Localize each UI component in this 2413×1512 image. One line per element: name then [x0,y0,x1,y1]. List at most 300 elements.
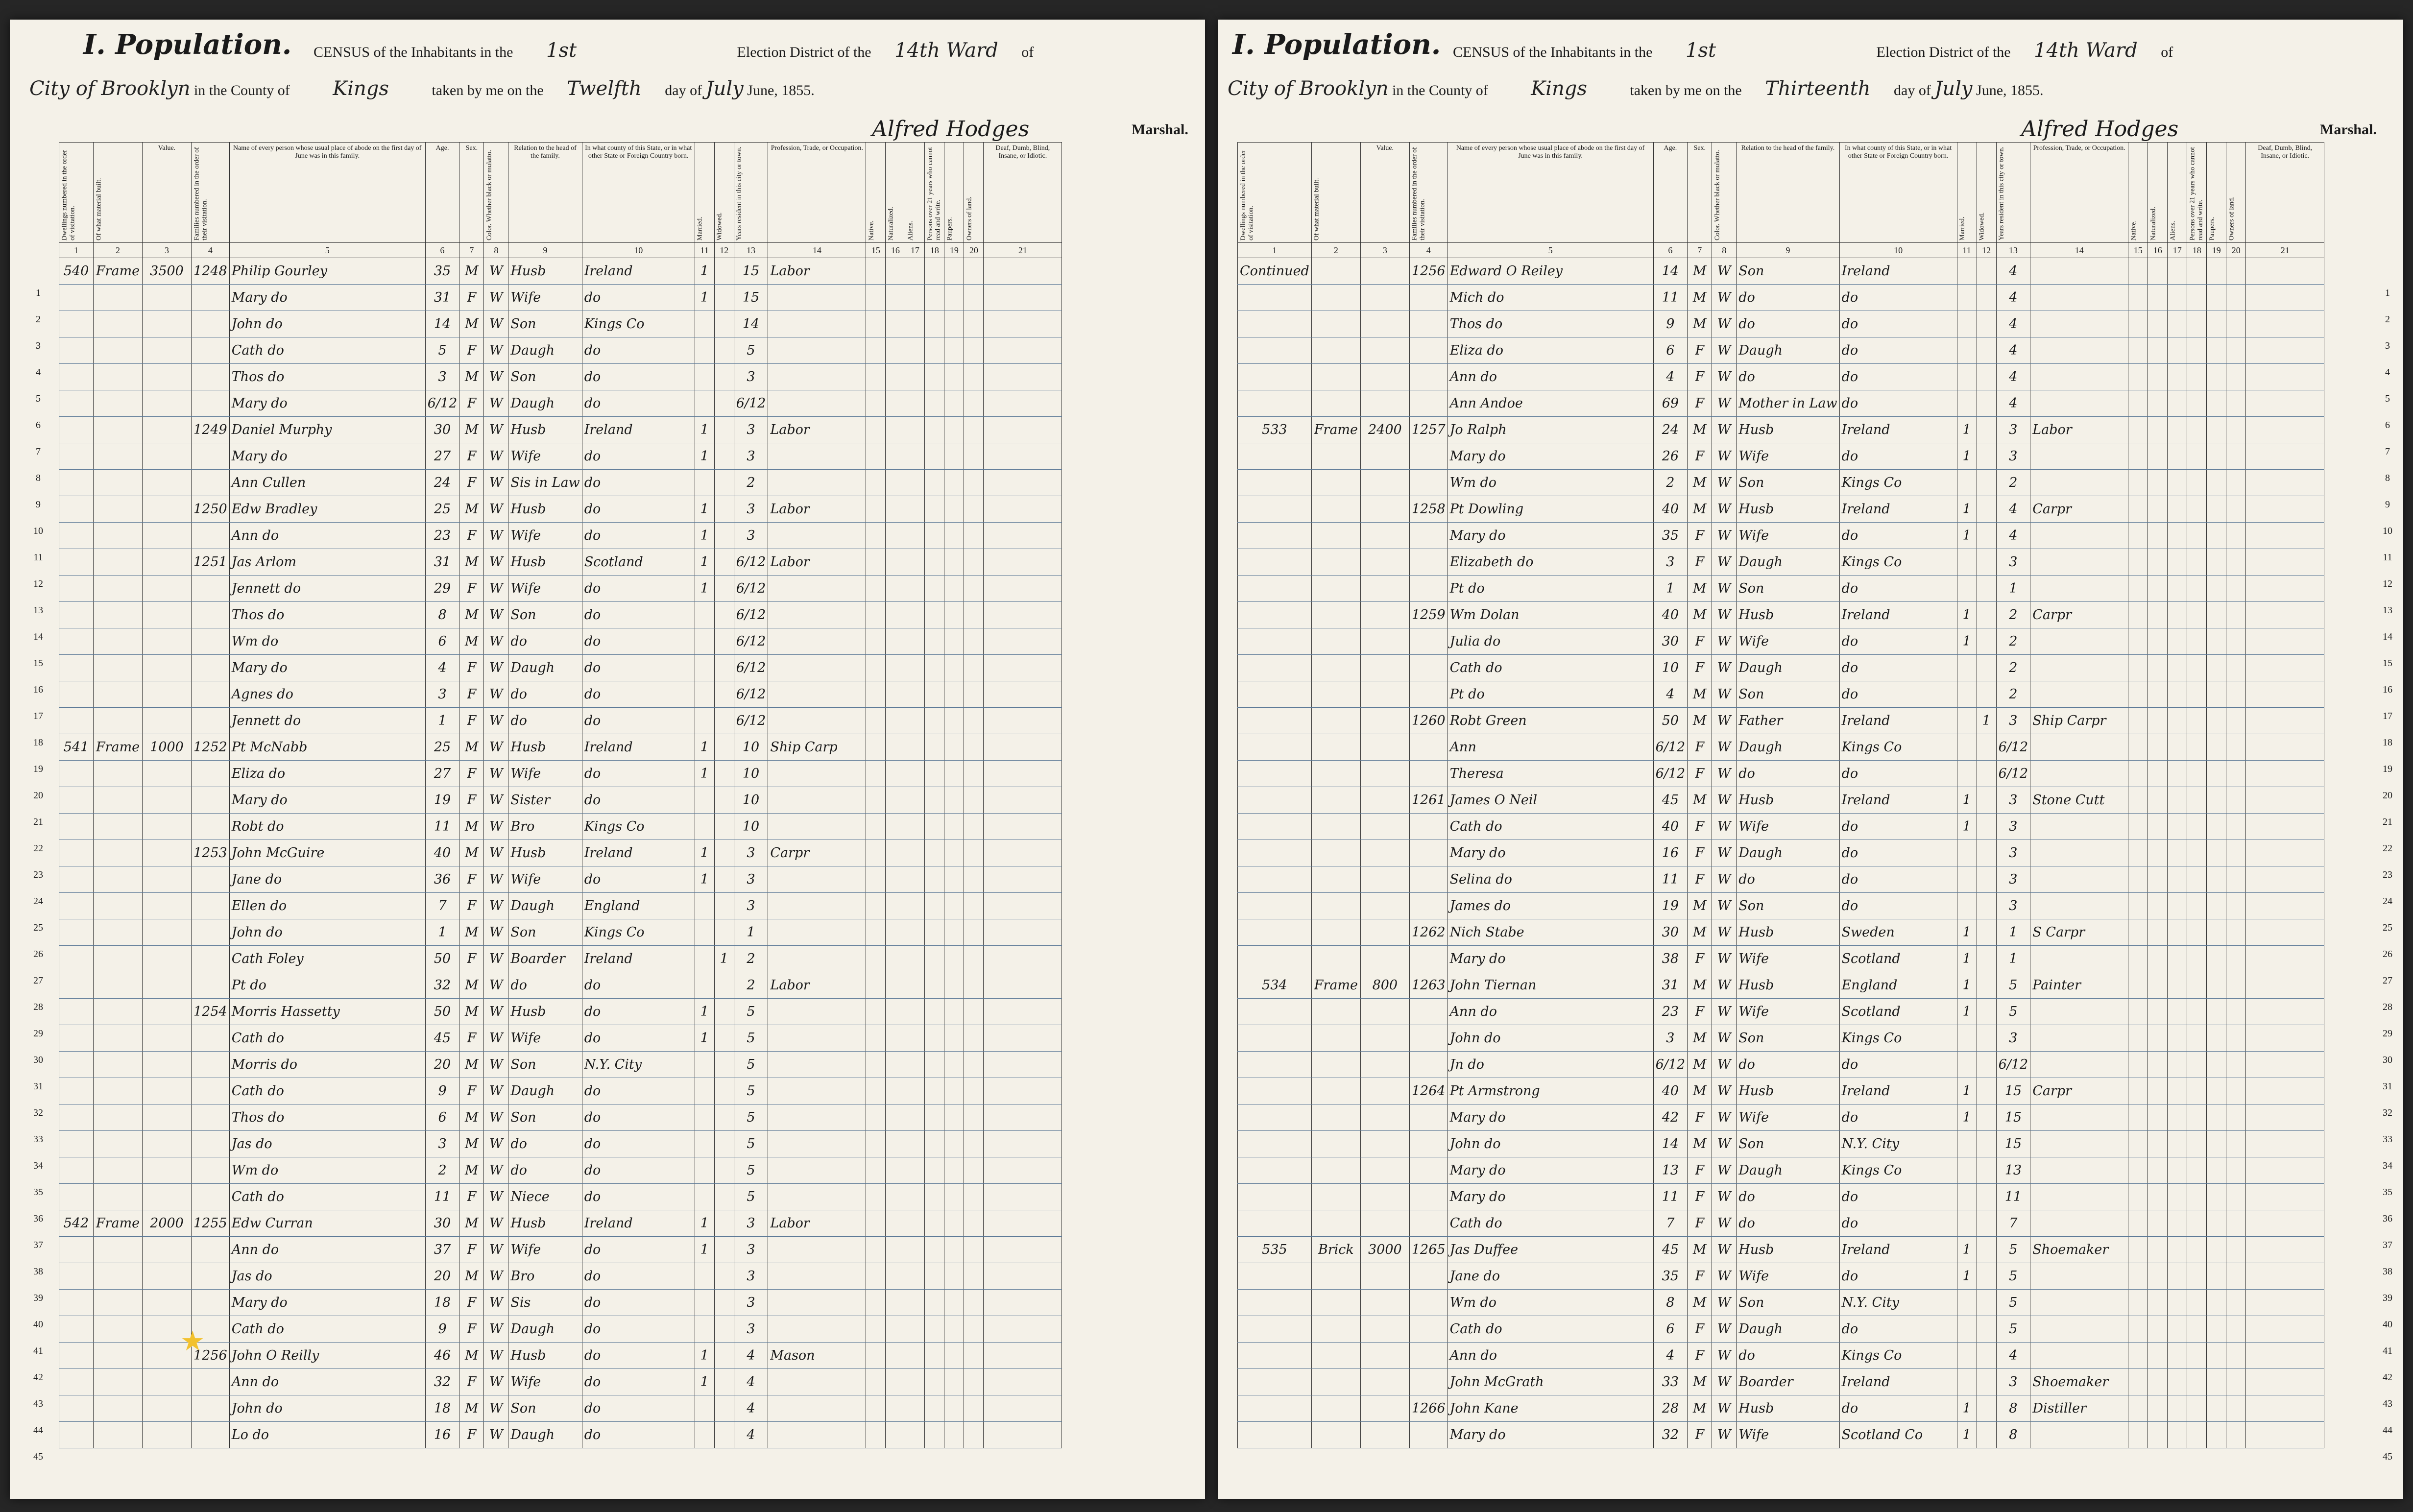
table-cell: F [1688,390,1712,417]
table-cell [2207,734,2226,761]
row-number: 11 [2383,552,2392,563]
table-cell: Ireland [1839,417,1957,443]
table-cell: 4 [425,655,459,681]
table-cell: 8 [1996,1395,2030,1422]
table-cell [2148,1131,2168,1157]
table-cell: 8 [1653,1290,1688,1316]
table-cell: Kings Co [1839,734,1957,761]
table-cell: Son [1737,893,1839,919]
table-cell: Mother in Law [1737,390,1839,417]
table-cell: W [484,470,508,496]
table-cell: W [1712,708,1737,734]
table-cell [866,628,886,655]
table-cell [925,893,944,919]
marshal-signature: Alfred Hodges [2021,117,2179,142]
row-number: 45 [33,1451,43,1462]
column-header: Persons over 21 years who cannot read and write. [925,143,944,243]
table-cell [1238,576,1312,602]
left-census-table-wrap [59,142,1062,1448]
table-cell: Cath do [1448,655,1653,681]
header-row [1238,143,2324,243]
table-cell [1360,919,1409,946]
table-cell: W [484,258,508,285]
column-number: 10 [582,243,695,258]
table-cell [2207,708,2226,734]
table-cell: Son [508,919,582,946]
table-cell [1311,1210,1360,1237]
table-cell [2030,1157,2128,1184]
table-cell [905,1263,925,1290]
table-cell [143,523,192,549]
table-cell [1409,1052,1448,1078]
table-cell [2128,866,2148,893]
marshal-label: Marshal. [2320,121,2377,138]
table-cell [768,1104,866,1131]
table-cell: 6/12 [1996,1052,2030,1078]
table-cell [143,946,192,972]
table-cell [1360,576,1409,602]
table-cell [1409,655,1448,681]
table-cell: M [459,311,484,337]
row-number: 34 [2383,1160,2392,1171]
column-header: Of what material built. [1311,143,1360,243]
table-cell [1238,681,1312,708]
table-cell [2168,787,2187,814]
table-cell [2226,1025,2246,1052]
table-cell [714,999,734,1025]
table-cell: F [1688,814,1712,840]
table-cell [59,364,94,390]
table-cell [192,866,230,893]
table-cell [695,628,714,655]
row-number: 28 [2383,1002,2392,1012]
table-cell [2128,1131,2148,1157]
table-cell: do [582,523,695,549]
table-cell [1311,1343,1360,1369]
table-cell [1311,549,1360,576]
table-cell [2246,1210,2324,1237]
table-cell [1977,1422,1996,1448]
table-cell [192,919,230,946]
table-cell: 1000 [143,734,192,761]
table-cell: 24 [1653,417,1688,443]
table-cell: 3 [1996,1025,2030,1052]
table-cell: Wife [1737,946,1839,972]
table-cell [2148,1104,2168,1131]
table-row [59,1369,1062,1395]
table-cell [2168,1290,2187,1316]
row-number: 20 [2383,790,2392,801]
table-cell: 31 [425,549,459,576]
table-cell: W [1712,337,1737,364]
table-cell [866,1131,886,1157]
table-cell: Cath do [229,1078,425,1104]
column-header: Profession, Trade, or Occupation. [2030,143,2128,243]
table-cell [94,549,143,576]
column-header: Color. Whether black or mulatto. [484,143,508,243]
table-cell [925,1237,944,1263]
right-table-body [1238,258,2324,1448]
column-number: 13 [734,243,768,258]
table-cell [984,258,1062,285]
table-cell: Jas do [229,1131,425,1157]
table-cell [1311,628,1360,655]
table-cell: Son [508,1104,582,1131]
table-cell [1311,390,1360,417]
table-cell: 6/12 [734,390,768,417]
table-cell: John McGrath [1448,1369,1653,1395]
table-cell [1238,390,1312,417]
table-cell [984,840,1062,866]
census-location-line [1228,77,2044,100]
table-cell: Carpr [2030,496,2128,523]
table-cell [886,628,905,655]
table-cell: 20 [425,1052,459,1078]
table-cell [1409,1131,1448,1157]
table-cell [866,602,886,628]
table-cell [2207,1025,2226,1052]
table-cell [768,1369,866,1395]
row-number: 39 [33,1293,43,1303]
table-cell: 3 [1653,549,1688,576]
table-cell: 11 [1653,866,1688,893]
table-cell: 1262 [1409,919,1448,946]
table-cell: Philip Gourley [229,258,425,285]
table-cell [714,1025,734,1052]
table-cell [143,496,192,523]
table-cell [2030,258,2128,285]
table-cell: 3 [1653,1025,1688,1052]
table-cell [1409,814,1448,840]
table-cell: 1 [1653,576,1688,602]
table-cell [886,1422,905,1448]
table-row [1238,390,2324,417]
table-cell [2148,999,2168,1025]
table-cell: 5 [425,337,459,364]
table-cell [886,576,905,602]
row-number: 22 [2383,843,2392,854]
table-cell: do [582,787,695,814]
table-cell: do [1839,655,1957,681]
table-cell: 1 [1957,523,1977,549]
table-cell [905,390,925,417]
table-cell [886,787,905,814]
table-cell: Kings Co [1839,1157,1957,1184]
table-cell [94,681,143,708]
table-cell [964,337,984,364]
table-cell [192,1237,230,1263]
table-cell [1977,1052,1996,1078]
table-cell [714,496,734,523]
table-cell [2246,999,2324,1025]
table-cell [2148,866,2168,893]
table-cell: Scotland [1839,946,1957,972]
table-cell [2246,285,2324,311]
table-cell: 800 [1360,972,1409,999]
table-cell [2168,443,2187,470]
table-cell [143,1131,192,1157]
table-cell: 11 [1653,285,1688,311]
table-cell [2030,549,2128,576]
table-cell [2148,602,2168,628]
table-cell: do [1737,1184,1839,1210]
table-cell: W [1712,1025,1737,1052]
row-number: 45 [2383,1451,2392,1462]
table-cell [1311,708,1360,734]
row-number: 31 [2383,1081,2392,1092]
table-cell: do [582,1104,695,1131]
table-row [59,1422,1062,1448]
table-cell: Daniel Murphy [229,417,425,443]
table-cell: W [484,946,508,972]
table-cell [886,708,905,734]
table-cell [944,311,964,337]
table-cell: 1 [1957,1104,1977,1131]
table-cell: Continued [1238,258,1312,285]
column-number: 5 [229,243,425,258]
table-cell: 533 [1238,417,1312,443]
table-cell [964,602,984,628]
table-cell [2207,999,2226,1025]
table-cell [695,1078,714,1104]
table-cell [2226,1184,2246,1210]
table-cell [1409,1290,1448,1316]
table-cell: Wife [1737,523,1839,549]
table-cell [2128,1104,2148,1131]
table-cell: 40 [1653,602,1688,628]
table-row [1238,311,2324,337]
table-cell [94,1131,143,1157]
row-number: 2 [2385,314,2390,325]
table-cell [2128,470,2148,496]
table-cell [714,655,734,681]
table-cell: F [1688,1263,1712,1290]
table-cell [59,1157,94,1184]
column-header: Value. [143,143,192,243]
table-cell [1977,1104,1996,1131]
table-cell: 30 [425,417,459,443]
table-cell [2187,602,2207,628]
table-cell: Mary do [1448,1422,1653,1448]
table-cell [2030,866,2128,893]
table-cell: do [582,1395,695,1422]
table-cell: W [1712,1052,1737,1078]
table-cell: Wife [1737,999,1839,1025]
row-number: 24 [2383,896,2392,907]
table-cell [59,1078,94,1104]
table-cell [1957,470,1977,496]
table-cell [2168,1369,2187,1395]
table-cell: 25 [425,734,459,761]
table-cell: Ann Cullen [229,470,425,496]
table-cell [768,893,866,919]
election-district-label: Election District of the [737,44,871,60]
table-cell: W [484,1104,508,1131]
table-cell: 3 [1996,787,2030,814]
table-cell [192,1395,230,1422]
table-cell [2226,761,2246,787]
table-row [59,311,1062,337]
table-cell: 1 [695,761,714,787]
table-cell [905,972,925,999]
table-cell [2030,443,2128,470]
row-number: 30 [2383,1055,2392,1065]
table-cell [925,681,944,708]
table-cell [1311,1078,1360,1104]
row-number: 21 [33,816,43,827]
table-cell: F [1688,655,1712,681]
table-cell: 6/12 [734,549,768,576]
table-cell [1360,549,1409,576]
table-row [1238,1131,2324,1157]
table-cell: 1 [1957,919,1977,946]
table-cell [886,1157,905,1184]
table-cell [1977,311,1996,337]
table-cell [1238,337,1312,364]
table-cell [2148,1263,2168,1290]
table-cell: John do [1448,1025,1653,1052]
table-cell: W [1712,443,1737,470]
table-cell [94,337,143,364]
table-cell: 2 [1653,470,1688,496]
table-cell [695,602,714,628]
table-cell: do [1839,814,1957,840]
table-cell [925,1395,944,1422]
table-cell: Ellen do [229,893,425,919]
table-cell: 30 [1653,919,1688,946]
table-cell [59,972,94,999]
table-cell [94,1052,143,1078]
table-cell [2168,549,2187,576]
table-cell: F [459,787,484,814]
table-row [1238,972,2324,999]
table-cell: M [1688,258,1712,285]
table-cell [925,417,944,443]
table-cell: 40 [1653,814,1688,840]
table-cell [695,681,714,708]
row-number: 40 [33,1319,43,1330]
table-cell [925,364,944,390]
table-cell: M [1688,1052,1712,1078]
table-row [59,708,1062,734]
table-cell: Husb [1737,1237,1839,1263]
row-number: 3 [36,340,41,351]
table-row [59,1290,1062,1316]
table-cell [964,787,984,814]
table-cell [2187,1052,2207,1078]
table-cell: 8 [425,602,459,628]
table-cell [1360,285,1409,311]
table-cell: Jennett do [229,708,425,734]
day-of-label: day of [1894,82,1931,98]
table-cell: Husb [508,734,582,761]
table-cell [1409,866,1448,893]
table-cell [984,602,1062,628]
table-cell [2128,761,2148,787]
table-cell [886,1052,905,1078]
table-cell [714,787,734,814]
table-cell: F [459,866,484,893]
table-cell: 1 [1957,417,1977,443]
column-header: Families numbered in the order of their visitation. [1409,143,1448,243]
table-cell [944,919,964,946]
row-number: 16 [33,684,43,695]
table-cell: 30 [425,1210,459,1237]
table-cell [1409,999,1448,1025]
table-cell [2128,946,2148,972]
table-cell: John Tiernan [1448,972,1653,999]
table-cell: M [459,417,484,443]
table-cell [2128,364,2148,390]
row-number: 9 [2385,499,2390,510]
table-cell [2187,866,2207,893]
table-cell: Boarder [508,946,582,972]
table-cell [1311,364,1360,390]
table-cell [1311,919,1360,946]
table-cell [143,628,192,655]
in-county-label: in the County of [193,82,290,98]
column-number: 7 [1688,243,1712,258]
table-cell [2030,1184,2128,1210]
table-cell: W [484,1369,508,1395]
table-cell: 4 [734,1369,768,1395]
table-cell [2030,1131,2128,1157]
table-cell [768,1052,866,1078]
table-cell [2128,576,2148,602]
table-cell: Ireland [582,1210,695,1237]
table-cell [59,1131,94,1157]
table-cell: M [1688,1025,1712,1052]
table-row [59,1210,1062,1237]
table-cell [964,1290,984,1316]
table-cell [2226,1395,2246,1422]
table-row [59,919,1062,946]
table-cell: W [1712,814,1737,840]
city-value: City of Brooklyn [1228,77,1389,100]
table-cell [143,1290,192,1316]
table-cell [768,946,866,972]
table-cell [2187,1343,2207,1369]
table-cell: 6 [1653,1316,1688,1343]
table-cell [192,1263,230,1290]
table-cell [768,787,866,814]
column-number: 7 [459,243,484,258]
table-cell: W [484,1343,508,1369]
table-cell [1360,443,1409,470]
table-cell: M [459,814,484,840]
table-cell [2226,470,2246,496]
right-row-numbers [2379,280,2396,1470]
row-number: 7 [36,446,41,457]
table-cell: 1 [1977,708,1996,734]
table-cell: do [582,576,695,602]
table-cell [866,946,886,972]
table-cell: Cath do [1448,814,1653,840]
table-cell [964,443,984,470]
table-cell [984,1316,1062,1343]
column-number: 14 [768,243,866,258]
table-row [59,496,1062,523]
table-cell [2246,1237,2324,1263]
table-cell [1360,1290,1409,1316]
table-cell [1238,1316,1312,1343]
table-cell [1311,1395,1360,1422]
table-cell [1360,1316,1409,1343]
table-cell [1957,708,1977,734]
district-value: 1st [1685,39,1716,62]
table-cell [768,1184,866,1210]
table-cell [2030,390,2128,417]
